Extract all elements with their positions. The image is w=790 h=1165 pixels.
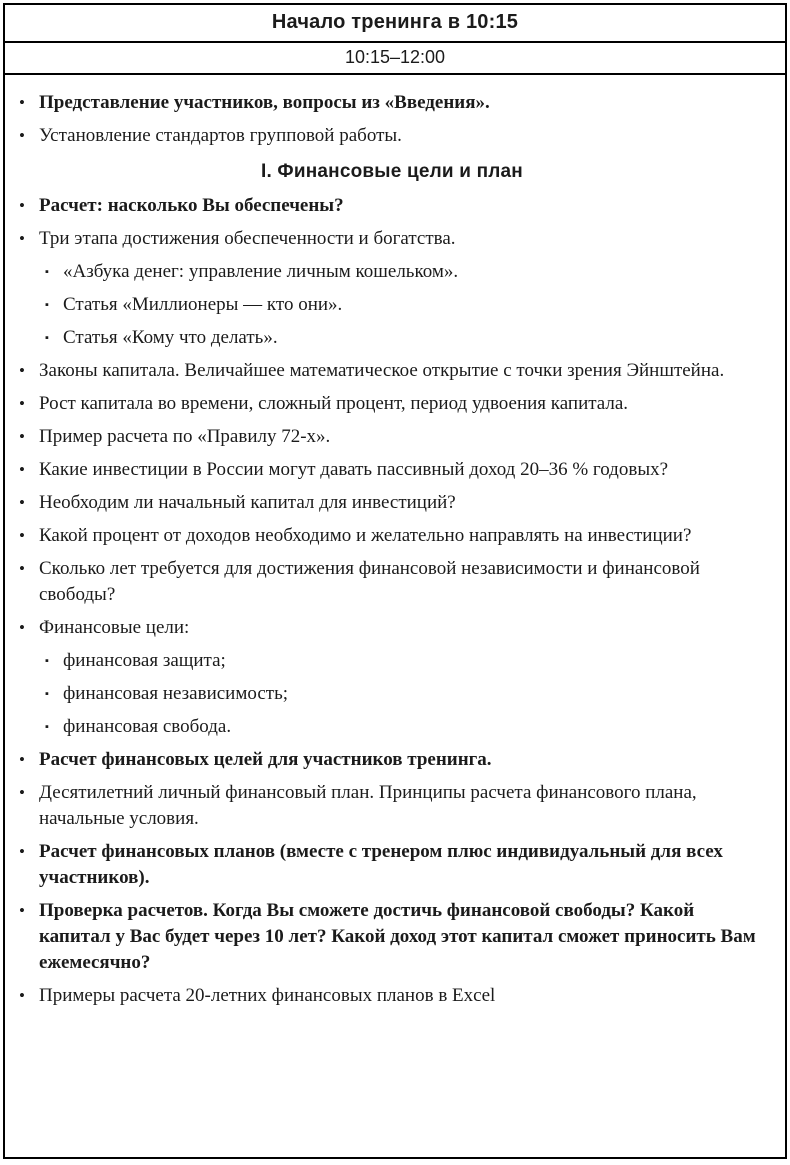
- list-item-text: Пример расчета по «Правилу 72-х».: [39, 426, 331, 447]
- dot-bullet-icon: •: [19, 783, 25, 802]
- dot-bullet-icon: •: [19, 93, 25, 112]
- list-item-text: Статья «Миллионеры — кто они».: [63, 294, 343, 315]
- section-heading: I. Финансовые цели и план: [260, 161, 523, 182]
- list-item-text: Проверка расчетов. Когда Вы сможете достичь финансовой свободы? Какой капитал у Вас будет через 10 лет? Какой доход этот капитал сможет приносить Вам ежемесячно?: [39, 900, 756, 973]
- list-item-text: Расчет финансовых целей для участников тренинга.: [39, 749, 492, 770]
- list-item: [15, 898, 769, 976]
- list-item: [15, 523, 769, 549]
- dot-bullet-icon: •: [19, 559, 25, 578]
- list-item-text: финансовая свобода.: [63, 716, 232, 737]
- dot-bullet-icon: •: [19, 842, 25, 861]
- list-item-text: Представление участников, вопросы из «Введения».: [39, 92, 490, 113]
- list-item: [15, 457, 769, 483]
- list-item-text: Законы капитала. Величайшее математическое открытие с точки зрения Эйнштейна.: [39, 360, 725, 381]
- sub-list-item: [43, 259, 769, 285]
- sub-list-item: [43, 681, 769, 707]
- list-item: [15, 90, 769, 116]
- square-bullet-icon: ▪: [45, 655, 49, 667]
- dot-bullet-icon: •: [19, 986, 25, 1005]
- list-item-text: финансовая защита;: [63, 650, 226, 671]
- list-item: [15, 983, 769, 1009]
- list-item: [15, 424, 769, 450]
- list-item: [15, 780, 769, 832]
- list-item-text: Сколько лет требуется для достижения финансовой независимости и финансовой свободы?: [39, 558, 700, 605]
- list-item: [15, 358, 769, 384]
- list-item: [15, 747, 769, 773]
- agenda-list: [5, 75, 785, 1157]
- square-bullet-icon: ▪: [45, 299, 49, 311]
- list-item-text: Расчет финансовых планов (вместе с тренером плюс индивидуальный для всех участников).: [39, 841, 723, 888]
- list-item-text: Примеры расчета 20-летних финансовых планов в Excel: [39, 985, 496, 1006]
- dot-bullet-icon: •: [19, 229, 25, 248]
- dot-bullet-icon: •: [19, 361, 25, 380]
- square-bullet-icon: ▪: [45, 688, 49, 700]
- sub-list-item: [43, 325, 769, 351]
- table-header: Начало тренинга в 10:15: [5, 5, 785, 43]
- list-item: [15, 556, 769, 608]
- list-item-text: Три этапа достижения обеспеченности и богатства.: [39, 228, 456, 249]
- list-item: [15, 839, 769, 891]
- list-item-text: Финансовые цели:: [39, 617, 190, 638]
- list-item-text: Статья «Кому что делать».: [63, 327, 278, 348]
- dot-bullet-icon: •: [19, 618, 25, 637]
- dot-bullet-icon: •: [19, 427, 25, 446]
- dot-bullet-icon: •: [19, 460, 25, 479]
- dot-bullet-icon: •: [19, 750, 25, 769]
- square-bullet-icon: ▪: [45, 266, 49, 278]
- sub-list-item: [43, 714, 769, 740]
- list-item-text: Десятилетний личный финансовый план. Принципы расчета финансового плана, начальные условия.: [39, 782, 697, 829]
- square-bullet-icon: ▪: [45, 332, 49, 344]
- list-item-text: финансовая независимость;: [63, 683, 289, 704]
- time-range: 10:15–12:00: [5, 43, 785, 75]
- dot-bullet-icon: •: [19, 196, 25, 215]
- list-item-text: Необходим ли начальный капитал для инвестиций?: [39, 492, 456, 513]
- list-item-text: Рост капитала во времени, сложный процент, период удвоения капитала.: [39, 393, 629, 414]
- sub-list-item: [43, 292, 769, 318]
- square-bullet-icon: ▪: [45, 721, 49, 733]
- dot-bullet-icon: •: [19, 126, 25, 145]
- dot-bullet-icon: •: [19, 493, 25, 512]
- list-item: [15, 193, 769, 219]
- list-item: [15, 391, 769, 417]
- sub-list-item: [43, 648, 769, 674]
- list-item-text: Какие инвестиции в России могут давать пассивный доход 20–36 % годовых?: [39, 459, 669, 480]
- list-item: [15, 490, 769, 516]
- list-item-text: Установление стандартов групповой работы.: [39, 125, 402, 146]
- dot-bullet-icon: •: [19, 901, 25, 920]
- list-item: [15, 123, 769, 149]
- dot-bullet-icon: •: [19, 394, 25, 413]
- list-item: [15, 615, 769, 641]
- list-item-text: «Азбука денег: управление личным кошельком».: [63, 261, 459, 282]
- list-item: [15, 226, 769, 252]
- agenda-table: [3, 3, 787, 1159]
- list-item-text: Какой процент от доходов необходимо и желательно направлять на инвестиции?: [39, 525, 692, 546]
- dot-bullet-icon: •: [19, 526, 25, 545]
- list-item-text: Расчет: насколько Вы обеспечены?: [39, 195, 344, 216]
